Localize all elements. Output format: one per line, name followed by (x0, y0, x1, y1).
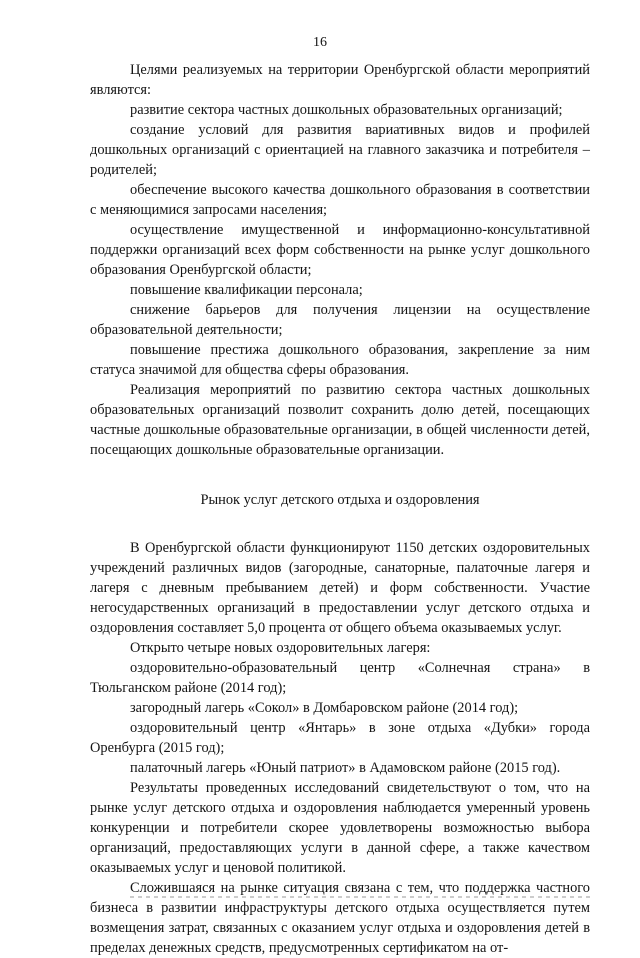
camp-item: оздоровительный центр «Янтарь» в зоне отдыха «Дубки» города Оренбурга (2015 год); (90, 720, 590, 756)
goal-item: создание условий для развития вариативных видов и профилей дошкольных организаций с ориентацией на главного заказчика и потребителя – родителей; (90, 122, 590, 178)
goal-item: повышение престижа дошкольного образования, закрепление за ним статуса значимой для общества сферы образования. (90, 342, 590, 378)
goal-item: осуществление имущественной и информационно-консультативной поддержки организаций всех форм собственности на рынке услуг дошкольного образования Оренбургской области; (90, 222, 590, 278)
camp-item: оздоровительно-образовательный центр «Солнечная страна» в Тюльганском районе (2014 год); (90, 660, 590, 696)
intro-paragraph: Целями реализуемых на территории Оренбургской области мероприятий являются: (90, 62, 590, 98)
scan-artifact (130, 896, 590, 898)
camp-item: загородный лагерь «Сокол» в Домбаровском районе (2014 год); (130, 700, 519, 716)
goal-item: снижение барьеров для получения лицензии на осуществление образовательной деятельности; (90, 302, 590, 338)
section-heading: Рынок услуг детского отдыха и оздоровления (200, 492, 480, 508)
goal-item: повышение квалификации персонала; (130, 282, 363, 298)
body-paragraph: В Оренбургской области функционируют 1150 детских оздоровительных учреждений различных видов (загородные, санаторные, палаточные лагеря и лагеря с дневным пребыванием детей) и форм собственности. Участие негосударственных организаций в предоставлении услуг детского отдыха и оздоровления составляет 5,0 процента от общего объема оказываемых услуг. (90, 540, 590, 636)
page-number: 16 (313, 35, 327, 50)
goal-item: обеспечение высокого качества дошкольного образования в соответствии с меняющимися запросами населения; (90, 182, 590, 218)
summary-paragraph: Реализация мероприятий по развитию сектора частных дошкольных образовательных организаций позволит сохранить долю детей, посещающих частные дошкольные образовательные организации, в общей численности детей, посещающих дошкольные образовательные организации. (90, 382, 590, 458)
document-body (90, 60, 590, 958)
camp-item: палаточный лагерь «Юный патриот» в Адамовском районе (2015 год). (130, 760, 561, 776)
body-paragraph: Результаты проведенных исследований свидетельствуют о том, что на рынке услуг детского отдыха и оздоровления наблюдается умеренный уровень конкуренции и потребители скорее удовлетворены возможностью выбора организаций, предоставляющих услуги в данной сфере, а также качеством оказываемых услуг и ценовой политикой. (90, 780, 590, 876)
goal-item: развитие сектора частных дошкольных образовательных организаций; (130, 102, 563, 118)
body-paragraph: Сложившаяся на рынке ситуация связана с тем, что поддержка частного бизнеса в развитии инфраструктуры детского отдыха осуществляется путем возмещения затрат, связанных с оказанием услуг отдыха и оздоровления детей в пределах денежных средств, предусмотренных сертификатом на от- (90, 880, 590, 956)
body-paragraph: Открыто четыре новых оздоровительных лагеря: (130, 640, 431, 656)
